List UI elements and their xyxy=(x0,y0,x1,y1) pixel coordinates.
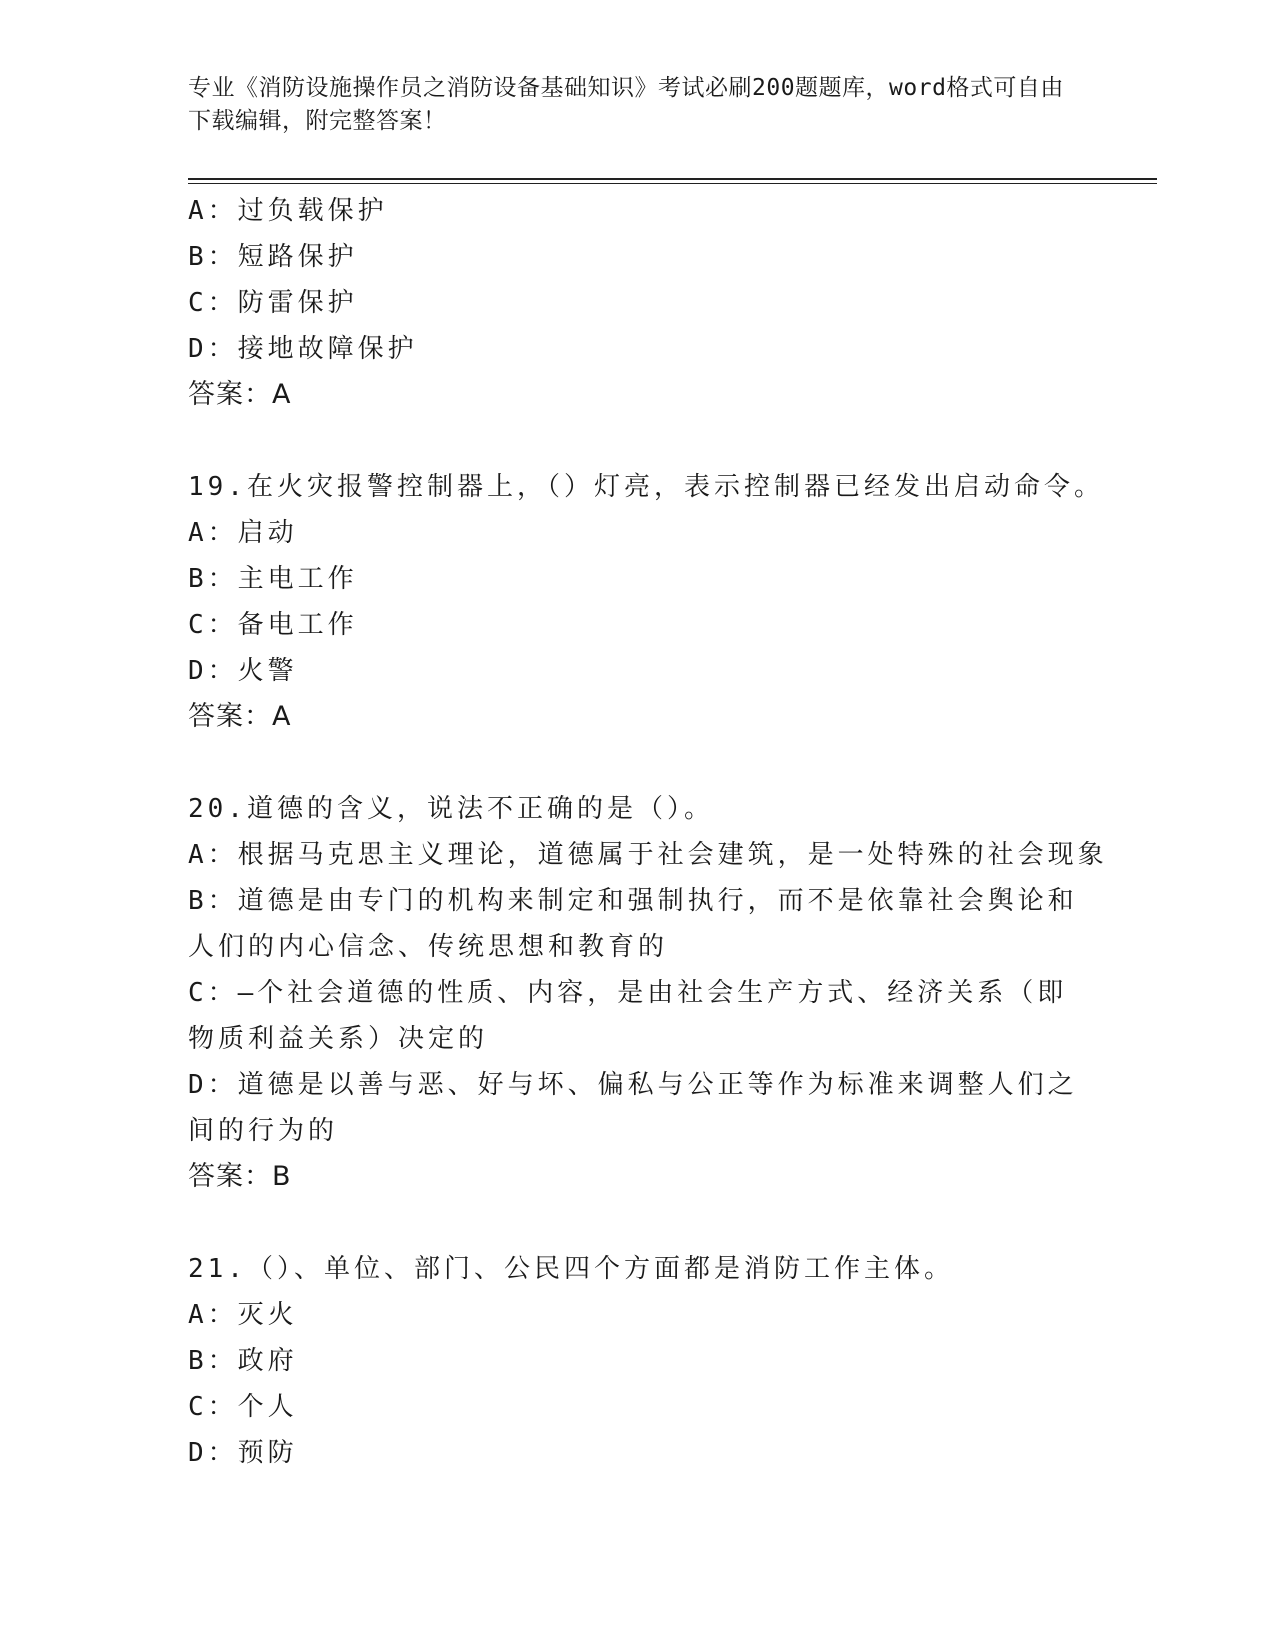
question-stem: 20.道德的含义，说法不正确的是（）。 xyxy=(188,794,714,824)
question-19 xyxy=(188,464,1104,740)
spacer xyxy=(188,418,1088,464)
document-title: 专业《消防设施操作员之消防设备基础知识》考试必刷200题题库，word格式可自由下载编辑，附完整答案！ xyxy=(188,75,1064,134)
option-d: D：接地故障保护 xyxy=(188,334,418,364)
option-d: D：火警 xyxy=(188,656,298,686)
question-stem: 21.（）、单位、部门、公民四个方面都是消防工作主体。 xyxy=(188,1254,954,1284)
option-b: B：主电工作 xyxy=(188,564,358,594)
option-c: C：防雷保护 xyxy=(188,288,358,318)
option-c: C：备电工作 xyxy=(188,610,358,640)
question-20 xyxy=(188,786,1108,1200)
option-a: A：过负载保护 xyxy=(188,196,388,226)
option-a: A：启动 xyxy=(188,518,298,548)
answer-line: 答案：A xyxy=(188,701,292,732)
question-21 xyxy=(188,1246,1088,1476)
option-b: B：政府 xyxy=(188,1346,298,1376)
question-content xyxy=(188,188,1108,1476)
option-a: A：灭火 xyxy=(188,1300,298,1330)
option-d: D：预防 xyxy=(188,1438,298,1468)
option-d: D：道德是以善与恶、好与坏、偏私与公正等作为标准来调整人们之间的行为的 xyxy=(188,1070,1078,1146)
header-rule-thick xyxy=(188,178,1157,180)
option-c: C：个人 xyxy=(188,1392,298,1422)
header-rule-thin xyxy=(188,183,1157,184)
option-c: C：—个社会道德的性质、内容，是由社会生产方式、经济关系（即物质利益关系）决定的 xyxy=(188,978,1068,1054)
option-a: A：根据马克思主义理论，道德属于社会建筑，是一处特殊的社会现象 xyxy=(188,840,1108,870)
question-stem: 19.在火灾报警控制器上，（）灯亮，表示控制器已经发出启动命令。 xyxy=(188,472,1104,502)
question-18-continued xyxy=(188,188,1088,418)
answer-line: 答案：A xyxy=(188,379,292,410)
spacer xyxy=(188,1200,1088,1246)
answer-line: 答案：B xyxy=(188,1161,292,1192)
option-b: B：道德是由专门的机构来制定和强制执行，而不是依靠社会舆论和人们的内心信念、传统思想和教育的 xyxy=(188,886,1078,962)
document-header xyxy=(188,72,1068,138)
option-b: B：短路保护 xyxy=(188,242,358,272)
spacer xyxy=(188,740,1088,786)
